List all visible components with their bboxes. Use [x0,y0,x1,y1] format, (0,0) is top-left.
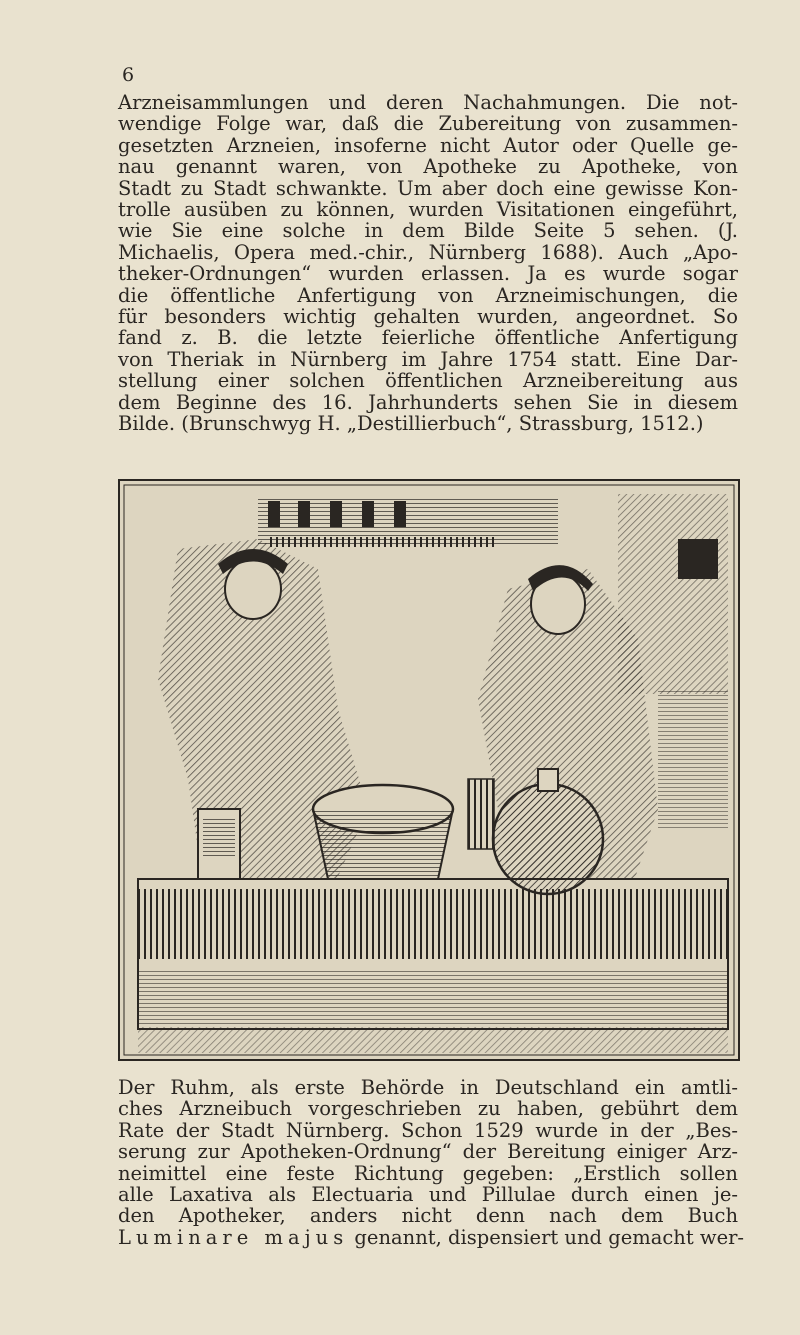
paragraph-2 [118,1076,745,1249]
text-fragment: genannt, dispensiert und gemacht wer- [354,1225,745,1249]
text-line: wendige Folge war, daß die Zubereitung von zusammen- [118,112,738,136]
text-line: fand z. B. die letzte feierliche öffentliche Anfertigung [118,326,738,350]
woodcut-illustration [118,479,740,1061]
text-line: von Theriak in Nürnberg im Jahre 1754 statt. Eine Dar- [118,347,738,371]
text-line: für besonders wichtig gehalten wurden, angeordnet. So [118,305,738,329]
text-line: wie Sie eine solche in dem Bilde Seite 5 sehen. (J. [118,219,738,243]
spaced-term: Luminare majus [118,1225,349,1249]
text-line: die öffentliche Anfertigung von Arzneimischungen, die [118,283,738,307]
text-line: Der Ruhm, als erste Behörde in Deutschland ein amtli- [118,1076,738,1099]
page-number: 6 [122,64,135,86]
text-line: Stadt zu Stadt schwankte. Um aber doch eine gewisse Kon- [118,176,738,200]
text-line: neimittel eine feste Richtung gegeben: „Erstlich sollen [118,1161,738,1185]
text-line: ches Arzneibuch vorgeschrieben zu haben, gebührt dem [118,1097,738,1121]
text-line: stellung einer solchen öffentlichen Arzneibereitung aus [118,369,738,393]
text-line: gesetzten Arzneien, insoferne nicht Autor oder Quelle ge- [118,133,738,157]
text-line: theker-Ordnungen“ wurden erlassen. Ja es wurde sogar [118,262,738,286]
text-line: Bilde. (Brunschwyg H. „Destillierbuch“, Strassburg, 1512.) [118,412,704,436]
text-line: dem Beginne des 16. Jahrhunderts sehen Sie in diesem [118,390,738,414]
text-line: serung zur Apotheken-Ordnung“ der Bereitung einiger Arz- [118,1140,738,1164]
text-line: Rate der Stadt Nürnberg. Schon 1529 wurde in der „Bes- [118,1118,738,1142]
text-line: trolle ausüben zu können, wurden Visitationen eingeführt, [118,198,738,222]
text-line: den Apotheker, anders nicht denn nach dem Buch [118,1204,738,1228]
text-line: alle Laxativa als Electuaria und Pillulae durch einen je- [118,1183,738,1207]
paragraph-1 [118,92,738,435]
text-line [118,1225,745,1249]
text-line: Arzneisammlungen und deren Nachahmungen. Die not- [118,91,738,114]
text-line: nau genannt waren, von Apotheke zu Apotheke, von [118,155,738,179]
text-line: Michaelis, Opera med.-chir., Nürnberg 1688). Auch „Apo- [118,240,738,264]
